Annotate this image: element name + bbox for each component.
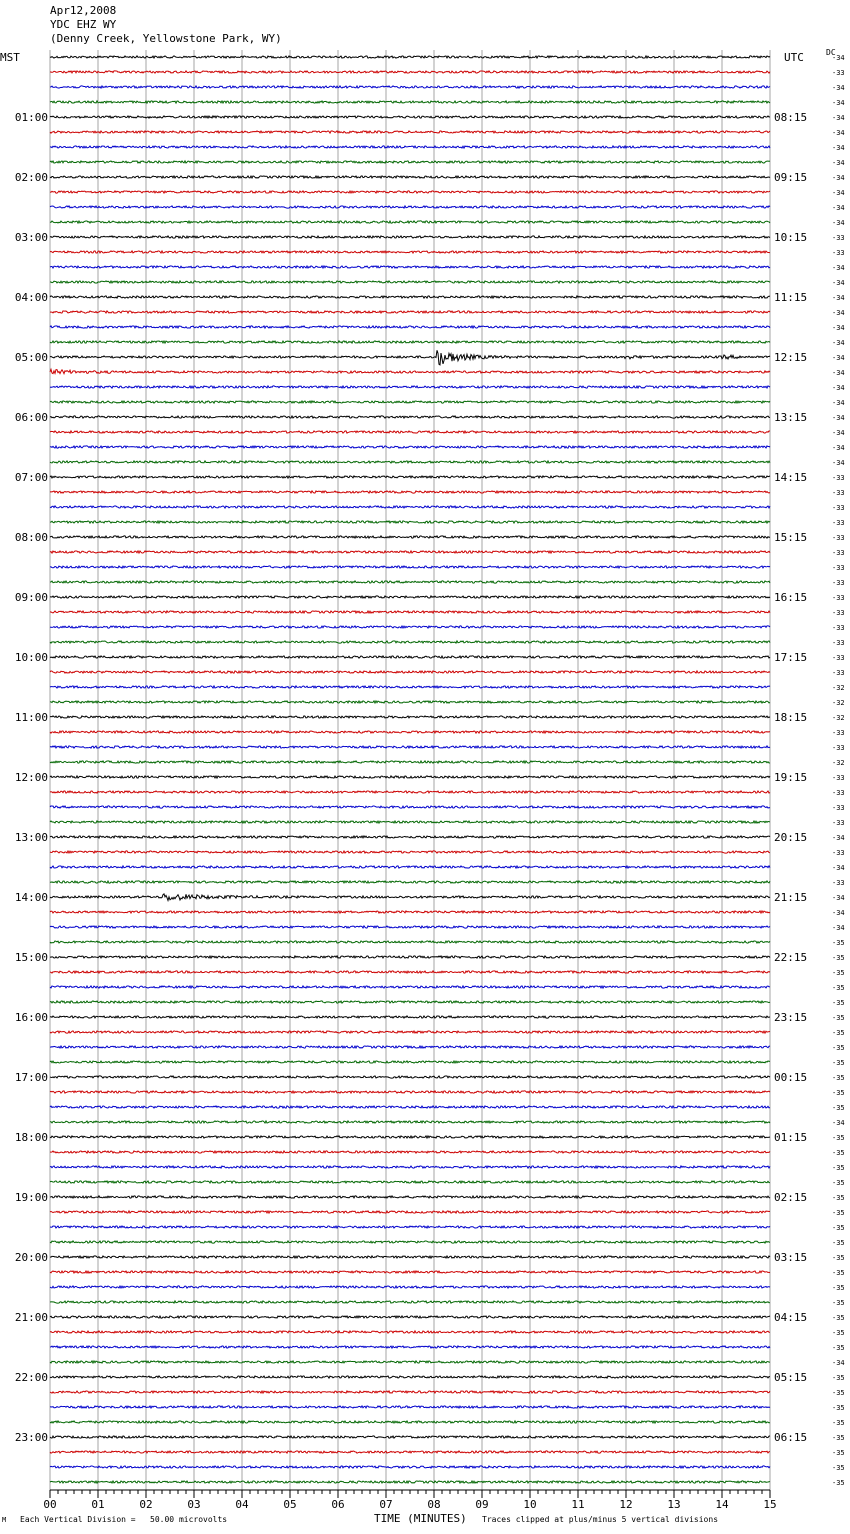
seismic-trace (50, 1391, 770, 1393)
seismic-trace (50, 791, 770, 793)
seismic-trace (50, 1286, 770, 1288)
dc-offset-label: -34 (832, 84, 845, 92)
x-tick-label: 09 (475, 1498, 489, 1511)
seismic-trace (50, 894, 770, 901)
dc-offset-label: -34 (832, 99, 845, 107)
dc-offset-label: -33 (832, 534, 845, 542)
seismic-trace (50, 281, 770, 283)
seismic-trace (50, 551, 770, 553)
dc-offset-label: -34 (832, 204, 845, 212)
dc-offset-label: -34 (832, 129, 845, 137)
x-tick-label: 00 (43, 1498, 57, 1511)
seismic-trace (50, 1031, 770, 1033)
seismic-trace (50, 866, 770, 868)
left-hour-label: 22:00 (14, 1371, 48, 1384)
dc-label: DC (826, 48, 836, 57)
dc-offset-label: -32 (832, 759, 845, 767)
dc-offset-label: -33 (832, 234, 845, 242)
dc-offset-label: -33 (832, 624, 845, 632)
dc-offset-label: -35 (832, 969, 845, 977)
seismic-trace (50, 746, 770, 748)
seismic-trace (50, 656, 770, 658)
dc-offset-label: -34 (832, 429, 845, 437)
dc-offset-label: -35 (832, 939, 845, 947)
left-hour-label: 05:00 (14, 351, 48, 364)
right-hour-label: 09:15 (774, 171, 808, 184)
seismic-trace (50, 521, 770, 523)
right-hour-label: 16:15 (774, 591, 808, 604)
dc-offset-label: -35 (832, 1134, 845, 1142)
left-hour-label: 15:00 (14, 951, 48, 964)
dc-offset-label: -33 (832, 579, 845, 587)
left-hour-label: 21:00 (14, 1311, 48, 1324)
dc-offset-label: -34 (832, 894, 845, 902)
dc-offset-label: -33 (832, 474, 845, 482)
seismic-trace (50, 1376, 770, 1378)
header-date: Apr12,2008 (50, 4, 117, 17)
seismic-trace (50, 1436, 770, 1438)
dc-offset-label: -34 (832, 144, 845, 152)
dc-offset-label: -34 (832, 339, 845, 347)
right-hour-label: 08:15 (774, 111, 808, 124)
left-hour-label: 09:00 (14, 591, 48, 604)
seismic-trace (50, 266, 770, 268)
seismic-trace (50, 476, 770, 478)
dc-offset-label: -35 (832, 1224, 845, 1232)
dc-offset-label: -35 (832, 1104, 845, 1112)
seismic-trace (50, 326, 770, 328)
seismic-trace (50, 176, 770, 178)
left-hour-label: 01:00 (14, 111, 48, 124)
dc-offset-label: -34 (832, 159, 845, 167)
x-tick-label: 12 (619, 1498, 633, 1511)
left-hour-label: 11:00 (14, 711, 48, 724)
left-hour-label: 17:00 (14, 1071, 48, 1084)
dc-offset-label: -33 (832, 774, 845, 782)
seismic-trace (50, 941, 770, 943)
right-hour-label: 15:15 (774, 531, 808, 544)
right-hour-label: 02:15 (774, 1191, 808, 1204)
dc-offset-label: -35 (832, 1029, 845, 1037)
seismic-trace (50, 386, 770, 388)
seismic-trace (50, 1121, 770, 1123)
dc-offset-label: -35 (832, 984, 845, 992)
dc-offset-label: -35 (832, 954, 845, 962)
dc-offset-label: -34 (832, 324, 845, 332)
seismic-trace (50, 806, 770, 808)
seismic-trace (50, 596, 770, 598)
dc-offset-label: -33 (832, 849, 845, 857)
x-axis-title: TIME (MINUTES) (374, 1512, 467, 1525)
x-axis (43, 1490, 776, 1511)
dc-offset-label: -35 (832, 1089, 845, 1097)
dc-offset-label: -35 (832, 1434, 845, 1442)
dc-offset-label: -33 (832, 564, 845, 572)
dc-offset-label: -34 (832, 1359, 845, 1367)
seismic-trace (50, 536, 770, 538)
dc-offset-label: -35 (832, 1269, 845, 1277)
x-tick-label: 05 (283, 1498, 297, 1511)
dc-offset-label: -33 (832, 879, 845, 887)
dc-offset-label: -32 (832, 714, 845, 722)
left-hour-label: 16:00 (14, 1011, 48, 1024)
seismic-trace (50, 146, 770, 148)
seismic-trace (50, 911, 770, 913)
dc-offset-label: -35 (832, 1449, 845, 1457)
seismic-trace (50, 416, 770, 418)
seismic-trace (50, 401, 770, 403)
dc-offset-label: -34 (832, 354, 845, 362)
right-hour-label: 06:15 (774, 1431, 808, 1444)
footer-clip: Traces clipped at plus/minus 5 vertical divisions (482, 1515, 719, 1524)
seismic-trace (50, 350, 770, 365)
dc-offset-label: -35 (832, 1419, 845, 1427)
dc-offset-label: -33 (832, 489, 845, 497)
right-hour-label: 20:15 (774, 831, 808, 844)
dc-offset-label: -33 (832, 789, 845, 797)
seismic-trace (50, 671, 770, 673)
x-tick-label: 07 (379, 1498, 393, 1511)
seismic-trace (50, 1271, 770, 1273)
left-hour-label: 19:00 (14, 1191, 48, 1204)
seismic-trace (50, 971, 770, 973)
dc-offset-label: -33 (832, 819, 845, 827)
dc-offset-label: -34 (832, 189, 845, 197)
dc-offset-label: -35 (832, 1179, 845, 1187)
dc-offset-label: -35 (832, 1389, 845, 1397)
seismic-trace (50, 1181, 770, 1183)
seismic-trace (50, 131, 770, 133)
seismic-trace (50, 71, 770, 73)
right-hour-label: 21:15 (774, 891, 808, 904)
x-tick-label: 06 (331, 1498, 345, 1511)
seismic-trace (50, 491, 770, 493)
left-hour-label: 12:00 (14, 771, 48, 784)
right-hour-label: 00:15 (774, 1071, 808, 1084)
left-hour-label: 04:00 (14, 291, 48, 304)
right-hour-label: 19:15 (774, 771, 808, 784)
seismic-trace (50, 1196, 770, 1198)
seismic-trace (50, 369, 770, 373)
dc-offset-label: -34 (832, 174, 845, 182)
seismic-trace (50, 116, 770, 118)
seismic-trace (50, 686, 770, 688)
seismic-trace (50, 1361, 770, 1363)
seismic-trace (50, 1451, 770, 1453)
right-hour-label: 01:15 (774, 1131, 808, 1144)
dc-offset-label: -33 (832, 69, 845, 77)
right-hour-label: 03:15 (774, 1251, 808, 1264)
left-hour-label: 02:00 (14, 171, 48, 184)
left-zone-label: MST (0, 51, 20, 64)
dc-offset-label: -35 (832, 1044, 845, 1052)
dc-offset-label: -35 (832, 1194, 845, 1202)
seismic-trace (50, 311, 770, 313)
dc-offset-label: -34 (832, 444, 845, 452)
right-hour-label: 05:15 (774, 1371, 808, 1384)
dc-offset-label: -33 (832, 744, 845, 752)
right-zone-label: UTC (784, 51, 804, 64)
dc-offset-label: -33 (832, 504, 845, 512)
seismic-trace (50, 341, 770, 343)
dc-offset-label: -35 (832, 1239, 845, 1247)
dc-offset-label: -32 (832, 684, 845, 692)
left-hour-label: 10:00 (14, 651, 48, 664)
x-tick-label: 10 (523, 1498, 537, 1511)
seismic-trace (50, 446, 770, 448)
seismic-trace (50, 296, 770, 298)
seismic-trace (50, 731, 770, 733)
dc-offset-label: -35 (832, 1164, 845, 1172)
dc-offset-label: -35 (832, 1209, 845, 1217)
x-tick-label: 14 (715, 1498, 729, 1511)
x-tick-label: 01 (91, 1498, 105, 1511)
seismic-trace (50, 986, 770, 988)
dc-offset-label: -34 (832, 264, 845, 272)
left-hour-label: 06:00 (14, 411, 48, 424)
seismic-trace (50, 221, 770, 223)
seismic-trace (50, 1106, 770, 1108)
seismic-trace (50, 761, 770, 763)
dc-offset-label: -34 (832, 399, 845, 407)
dc-offset-label: -34 (832, 909, 845, 917)
seismic-trace (50, 566, 770, 568)
plot-traces (50, 56, 770, 1483)
dc-offset-label: -34 (832, 309, 845, 317)
seismic-trace (50, 1136, 770, 1138)
seismic-trace (50, 1421, 770, 1423)
seismic-trace (50, 926, 770, 928)
seismic-trace (50, 626, 770, 628)
dc-offset-label: -34 (832, 834, 845, 842)
seismic-trace (50, 506, 770, 508)
right-hour-label: 14:15 (774, 471, 808, 484)
dc-offset-label: -34 (832, 294, 845, 302)
seismic-trace (50, 1316, 770, 1318)
dc-offset-label: -34 (832, 54, 845, 62)
dc-offset-label: -35 (832, 1374, 845, 1382)
seismic-trace (50, 1001, 770, 1003)
right-hour-label: 22:15 (774, 951, 808, 964)
seismic-trace (50, 716, 770, 718)
header-station: YDC EHZ WY (50, 18, 117, 31)
dc-offset-label: -34 (832, 459, 845, 467)
seismic-trace (50, 1406, 770, 1408)
dc-offset-label: -35 (832, 1404, 845, 1412)
dc-offset-label: -33 (832, 519, 845, 527)
dc-offset-label: -34 (832, 1119, 845, 1127)
dc-offset-label: -35 (832, 1074, 845, 1082)
seismic-trace (50, 956, 770, 958)
dc-offset-label: -34 (832, 114, 845, 122)
x-tick-label: 11 (571, 1498, 585, 1511)
seismic-trace (50, 101, 770, 103)
right-hour-label: 18:15 (774, 711, 808, 724)
footer-scale: Each Vertical Division = 50.00 microvolts (20, 1515, 228, 1524)
seismic-trace (50, 191, 770, 193)
x-tick-label: 13 (667, 1498, 681, 1511)
dc-offset-label: -33 (832, 549, 845, 557)
right-hour-label: 10:15 (774, 231, 808, 244)
dc-offset-label: -32 (832, 699, 845, 707)
dc-offset-label: -33 (832, 669, 845, 677)
plot-grid (50, 50, 770, 1490)
dc-offset-label: -35 (832, 1299, 845, 1307)
left-hour-label: 23:00 (14, 1431, 48, 1444)
left-hour-label: 14:00 (14, 891, 48, 904)
right-hour-label: 04:15 (774, 1311, 808, 1324)
dc-offset-label: -34 (832, 414, 845, 422)
seismic-trace (50, 611, 770, 613)
left-hour-label: 08:00 (14, 531, 48, 544)
dc-offset-label: -33 (832, 249, 845, 257)
dc-offset-label: -35 (832, 1314, 845, 1322)
seismic-trace (50, 1061, 770, 1063)
seismic-trace (50, 1241, 770, 1243)
seismic-trace (50, 1076, 770, 1078)
seismic-trace (50, 236, 770, 238)
right-hour-label: 17:15 (774, 651, 808, 664)
seismic-trace (50, 206, 770, 208)
seismic-trace (50, 1016, 770, 1018)
dc-offset-label: -34 (832, 924, 845, 932)
right-hour-label: 12:15 (774, 351, 808, 364)
left-hour-label: 18:00 (14, 1131, 48, 1144)
dc-offset-label: -35 (832, 999, 845, 1007)
seismic-trace (50, 1091, 770, 1093)
seismic-trace (50, 86, 770, 88)
seismic-trace (50, 851, 770, 853)
dc-offset-label: -34 (832, 384, 845, 392)
seismic-trace (50, 1301, 770, 1303)
seismic-trace (50, 1256, 770, 1258)
dc-offset-label: -35 (832, 1479, 845, 1487)
footer-mark: M (2, 1516, 7, 1524)
dc-offset-label: -33 (832, 804, 845, 812)
seismic-trace (50, 1346, 770, 1348)
dc-offset-label: -34 (832, 864, 845, 872)
right-hour-label: 13:15 (774, 411, 808, 424)
dc-offset-label: -35 (832, 1464, 845, 1472)
seismic-trace (50, 461, 770, 463)
left-hour-label: 13:00 (14, 831, 48, 844)
seismic-trace (50, 1481, 770, 1483)
dc-offset-label: -34 (832, 369, 845, 377)
dc-offset-label: -35 (832, 1014, 845, 1022)
dc-offset-label: -35 (832, 1059, 845, 1067)
seismic-trace (50, 641, 770, 643)
seismic-trace (50, 56, 770, 58)
dc-offset-label: -33 (832, 594, 845, 602)
seismic-trace (50, 776, 770, 778)
dc-offset-label: -33 (832, 609, 845, 617)
header-location: (Denny Creek, Yellowstone Park, WY) (50, 32, 282, 45)
seismic-trace (50, 701, 770, 703)
left-hour-label: 20:00 (14, 1251, 48, 1264)
seismic-trace (50, 836, 770, 838)
dc-offset-label: -35 (832, 1254, 845, 1262)
left-hour-label: 07:00 (14, 471, 48, 484)
seismic-trace (50, 1211, 770, 1213)
dc-offset-label: -33 (832, 729, 845, 737)
seismic-trace (50, 1166, 770, 1168)
dc-offset-label: -35 (832, 1329, 845, 1337)
x-tick-label: 02 (139, 1498, 153, 1511)
seismic-trace (50, 881, 770, 883)
dc-offset-label: -33 (832, 654, 845, 662)
seismic-trace (50, 1226, 770, 1228)
dc-offset-label: -34 (832, 279, 845, 287)
seismic-trace (50, 1046, 770, 1048)
dc-offset-label: -33 (832, 639, 845, 647)
seismic-trace (50, 1151, 770, 1153)
x-tick-label: 15 (763, 1498, 777, 1511)
seismic-trace (50, 161, 770, 163)
dc-offset-label: -35 (832, 1284, 845, 1292)
seismic-trace (50, 1331, 770, 1333)
x-tick-label: 08 (427, 1498, 441, 1511)
x-tick-label: 03 (187, 1498, 201, 1511)
x-tick-label: 04 (235, 1498, 249, 1511)
seismic-trace (50, 431, 770, 433)
dc-offset-label: -34 (832, 219, 845, 227)
right-hour-label: 11:15 (774, 291, 808, 304)
left-hour-label: 03:00 (14, 231, 48, 244)
seismic-trace (50, 251, 770, 253)
dc-offset-label: -35 (832, 1344, 845, 1352)
seismic-trace (50, 821, 770, 823)
seismic-trace (50, 1466, 770, 1468)
right-hour-label: 23:15 (774, 1011, 808, 1024)
seismic-trace (50, 581, 770, 583)
dc-offset-label: -35 (832, 1149, 845, 1157)
